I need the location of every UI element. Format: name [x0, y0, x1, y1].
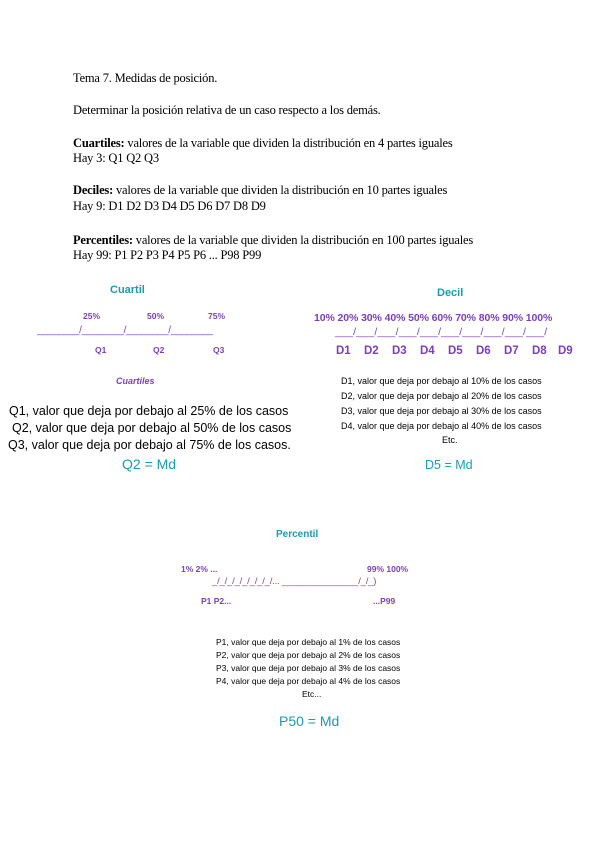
decil-title: Decil: [437, 287, 464, 299]
cuartiles-term: Cuartiles:: [73, 136, 125, 150]
percentiles-definition: [73, 233, 473, 248]
decil-label-d6: D6: [476, 345, 491, 357]
percentil-label-left: P1 P2...: [201, 596, 232, 606]
cuartil-desc-q1: Q1, valor que deja por debajo al 25% de los casos: [9, 404, 289, 418]
decil-label-d5: D5: [448, 345, 463, 357]
decil-label-d3: D3: [392, 345, 407, 357]
cuartil-caption: Cuartiles: [116, 376, 155, 386]
decil-desc-d2: D2, valor que deja por debajo al 20% de los casos: [341, 391, 542, 401]
deciles-term: Deciles:: [73, 183, 114, 197]
deciles-definition: [73, 183, 447, 198]
cuartil-title: Cuartil: [110, 284, 145, 296]
percentil-desc-etc: Etc...: [302, 689, 322, 699]
percentil-line: _/_/_/_/_/_/_/_/... _______________/_/_): [212, 576, 377, 587]
percentiles-count: Hay 99: P1 P2 P3 P4 P5 P6 ... P98 P99: [73, 248, 262, 262]
decil-line: ___/___/___/___/___/___/___/___/___/___/: [335, 326, 548, 338]
decil-desc-etc: Etc.: [442, 435, 458, 445]
percentil-desc-p2: P2, valor que deja por debajo al 2% de los casos: [216, 650, 401, 660]
cuartil-label-q2: Q2: [153, 345, 165, 355]
cuartiles-count: Hay 3: Q1 Q2 Q3: [73, 151, 159, 165]
decil-label-d8: D8: [532, 345, 547, 357]
decil-desc-d4: D4, valor que deja por debajo al 40% de los casos: [341, 421, 542, 431]
percentil-result: P50 = Md: [279, 713, 340, 729]
cuartil-desc-q3: Q3, valor que deja por debajo al 75% de los casos.: [8, 438, 291, 452]
percentil-desc-p3: P3, valor que deja por debajo al 3% de los casos: [216, 663, 401, 673]
cuartiles-definition: [73, 136, 453, 151]
cuartil-label-q3: Q3: [213, 345, 225, 355]
decil-label-d9: D9: [558, 345, 573, 357]
cuartil-percent-75: 75%: [208, 311, 226, 321]
cuartil-desc-q2: Q2, valor que deja por debajo al 50% de los casos: [12, 421, 292, 435]
cuartil-result: Q2 = Md: [122, 456, 177, 472]
deciles-text: valores de la variable que dividen la distribución en 10 partes iguales: [113, 183, 448, 197]
decil-label-d4: D4: [420, 345, 435, 357]
cuartil-percent-50: 50%: [147, 311, 165, 321]
cuartil-percent-25: 25%: [83, 311, 101, 321]
deciles-count: Hay 9: D1 D2 D3 D4 D5 D6 D7 D8 D9: [73, 199, 266, 213]
percentiles-text: valores de la variable que dividen la distribución en 100 partes iguales: [132, 233, 473, 247]
percentiles-term: Percentiles:: [73, 233, 133, 247]
percentil-title: Percentil: [276, 529, 319, 540]
percentil-desc-p1: P1, valor que deja por debajo al 1% de los casos: [216, 637, 401, 647]
intro-text: Determinar la posición relativa de un caso respecto a los demás.: [73, 103, 381, 117]
decil-desc-d1: D1, valor que deja por debajo al 10% de los casos: [341, 376, 542, 386]
percentil-percents-right: 99% 100%: [367, 564, 409, 574]
decil-desc-d3: D3, valor que deja por debajo al 30% de los casos: [341, 406, 542, 416]
cuartiles-text: valores de la variable que dividen la distribución en 4 partes iguales: [124, 136, 453, 150]
decil-label-d1: D1: [336, 345, 351, 357]
decil-label-d2: D2: [364, 345, 379, 357]
decil-percents: 10% 20% 30% 40% 50% 60% 70% 80% 90% 100%: [314, 312, 553, 324]
decil-label-d7: D7: [504, 345, 519, 357]
cuartil-line: ________/________/________/________: [37, 325, 213, 336]
percentil-label-right: ...P99: [373, 596, 396, 606]
percentil-percents-left: 1% 2% ...: [181, 564, 218, 574]
page-title: Tema 7. Medidas de posición.: [73, 71, 218, 85]
decil-result: D5 = Md: [425, 458, 473, 472]
percentil-desc-p4: P4, valor que deja por debajo al 4% de los casos: [216, 676, 401, 686]
cuartil-label-q1: Q1: [95, 345, 107, 355]
